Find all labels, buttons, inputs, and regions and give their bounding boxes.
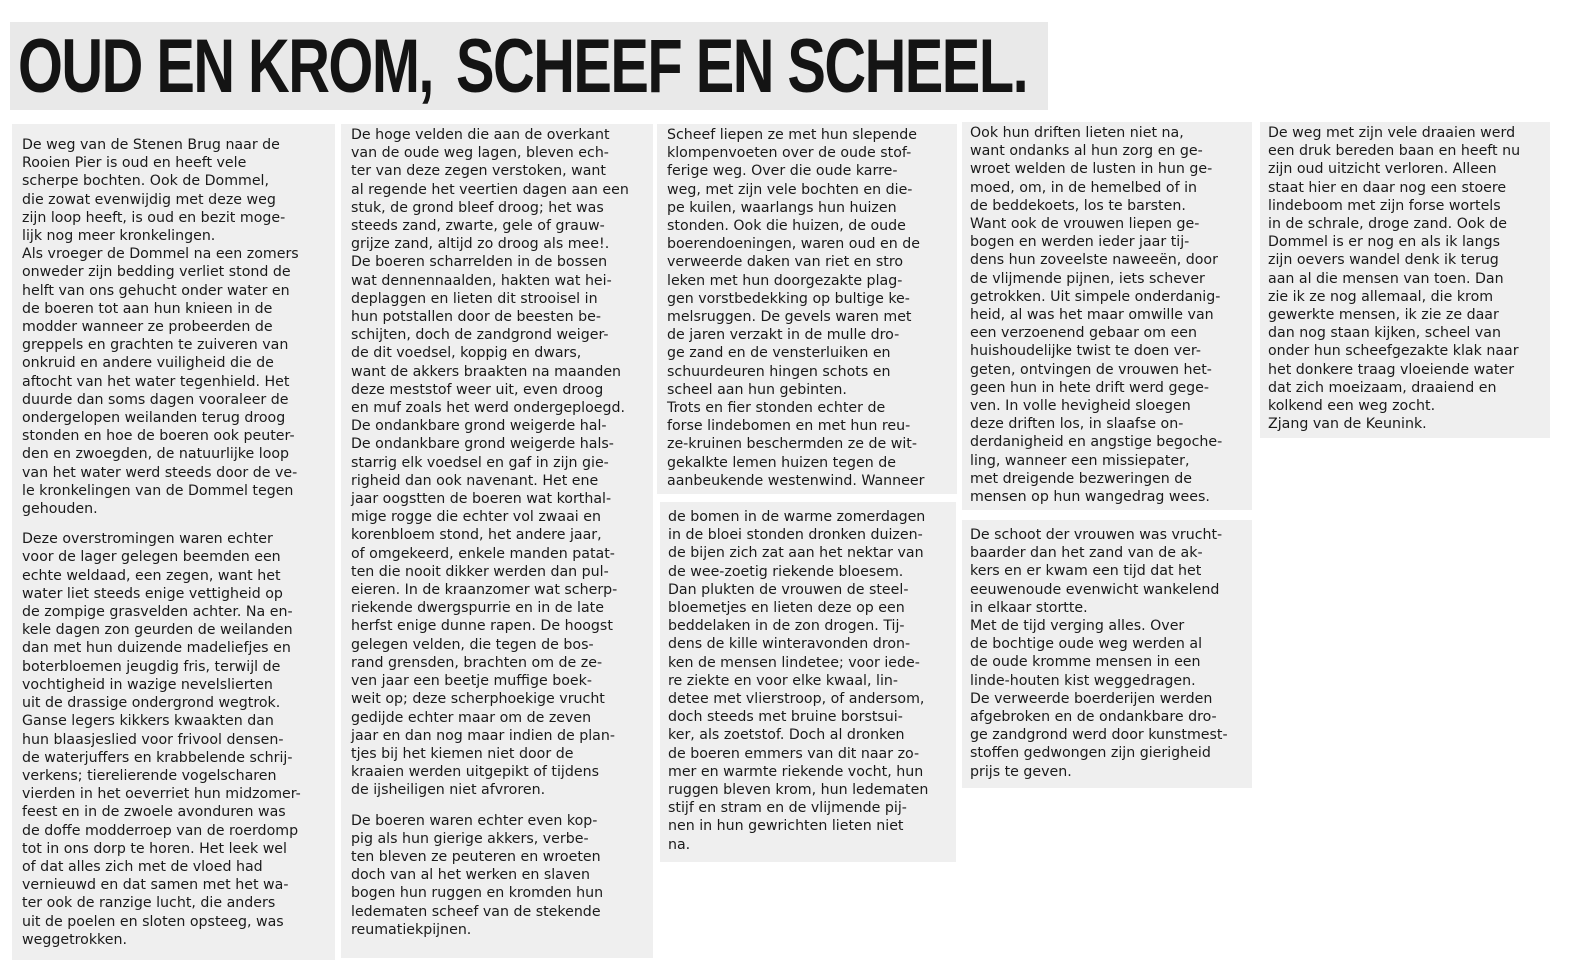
text-line: De ondankbare grond weigerde hals- [351, 436, 614, 453]
text-line: water liet steeds enige vettigheid op [22, 585, 283, 602]
text-line: De boeren scharrelden in de bossen [351, 254, 608, 271]
text-line: of omgekeerd, enkele manden patat- [351, 545, 615, 562]
text-line: ter van deze zegen verstoken, want [351, 163, 606, 180]
text-line: jaar oogstten de boeren wat korthal- [351, 491, 612, 508]
text-line: een druk bereden baan en heeft nu [1268, 143, 1521, 160]
article-column-3-top [657, 124, 957, 494]
text-line: mer en warmte riekende vocht, hun [668, 763, 924, 780]
text-line: scheel aan hun gebinten. [667, 381, 847, 398]
text-line: ker, als zoetstof. Doch al dronken [668, 727, 905, 744]
text-line: boerendoeningen, waren oud en de [667, 236, 920, 253]
text-line: Zjang van de Keunink. [1268, 416, 1427, 433]
text-line: de bomen in de warme zomerdagen [668, 509, 926, 525]
text-line: melsruggen. De gevels waren met [667, 309, 912, 326]
text-line: Met de tijd verging alles. Over [970, 618, 1185, 635]
text-line: ven. In volle hevigheid sloegen [970, 398, 1191, 415]
text-line: ruggen bleven krom, hun ledematen [668, 782, 929, 799]
text-line: de bijen zich zat aan het nektar van [668, 545, 924, 562]
text-line: de vlijmende pijnen, iets schever [970, 270, 1205, 287]
text-line: le kronkelingen van de Dommel tegen [22, 482, 294, 499]
text-line: ze-kruinen beschermden ze de wit- [667, 436, 917, 453]
text-line: pig als hun gierige akkers, verbe- [351, 830, 589, 847]
text-line: wat dennennaalden, hakten wat hei- [351, 272, 612, 289]
text-line: moed, om, in de hemelbed of in [970, 179, 1198, 196]
text-line: lindeboom met zijn forse wortels [1268, 197, 1501, 214]
text-line: Ganse legers kikkers kwaakten dan [22, 713, 274, 730]
text-line: derdanigheid en angstige begoche- [970, 434, 1223, 451]
text-line: detee met vlierstroop, of andersom, [668, 691, 925, 708]
text-line: gedijde echter maar om de zeven [351, 709, 592, 726]
text-line: gen vorstbedekking op bultige ke- [667, 290, 910, 307]
text-line: De weg met zijn vele draaien werd [1268, 125, 1516, 141]
text-line: gelegen velden, die tegen de bos- [351, 636, 594, 653]
text-line: De verweerde boerderijen werden [970, 690, 1213, 707]
text-line: al regende het veertien dagen aan een [351, 181, 629, 198]
text-line: getrokken. Uit simpele onderdanig- [970, 288, 1221, 305]
text-line: de boeren tot aan hun knieen in de [22, 300, 273, 317]
text-line: doch steeds met bruine borstsui- [668, 709, 903, 726]
text-line: leken met hun doorgezakte plag- [667, 272, 903, 289]
text-line: want ondanks al hun zorg en ge- [970, 143, 1203, 160]
text-line: in de bloei stonden dronken duizen- [668, 527, 923, 544]
text-line: gehouden. [22, 501, 98, 518]
text-line: dan nog staan kijken, scheel van [1268, 325, 1501, 342]
text-line: Als vroeger de Dommel na een zomers [22, 246, 299, 263]
text-line: Ook hun driften lieten niet na, [970, 125, 1184, 141]
text-line: stuk, de grond bleef droog; het was [351, 199, 604, 216]
text-line: van het water werd steeds door de ve- [22, 464, 298, 481]
text-line: kers en er kwam een tijd dat het [970, 563, 1202, 580]
text-line: ter ook de ranzige lucht, die anders [22, 895, 276, 912]
text-line: dan met hun duizende madeliefjes en [22, 640, 291, 657]
article-column-1 [12, 124, 335, 960]
text-line: de beddekoets, los te barsten. [970, 197, 1186, 214]
text-line: in de schrale, droge zand. Ook de [1268, 216, 1508, 233]
headline-part-2 [452, 22, 1048, 110]
text-line: aftocht van het water tegenhield. Het [22, 373, 290, 390]
text-line: De boeren waren echter even kop- [351, 812, 598, 829]
text-line: verkens; tierelierende vogelscharen [22, 767, 277, 784]
text-line: pe kuilen, waarlangs hun huizen [667, 199, 897, 216]
text-line: ven jaar een beetje muffige boek- [351, 673, 592, 690]
headline-part-1 [10, 22, 454, 110]
text-line: deze meststof weer uit, even droog [351, 381, 604, 398]
text-line: ledematen scheef van de stekende [351, 903, 601, 920]
text-line: ten bleven ze peuteren en wroeten [351, 848, 601, 865]
text-line: tjes bij het kiemen niet door de [351, 745, 574, 762]
text-line: vernieuwd en dat samen met het wa- [22, 877, 289, 894]
text-line: reumatiekpijnen. [351, 921, 472, 938]
text-line: zie ik ze nog allemaal, die krom [1268, 288, 1494, 305]
text-line: vierden in het oeverriet hun midzomer- [22, 786, 301, 803]
text-line: in elkaar stortte. [970, 599, 1088, 616]
text-line: re ziekte en voor elke kwaal, lin- [668, 672, 899, 689]
text-line: eieren. In de kraanzomer wat scherp- [351, 582, 618, 599]
text-line: linde-houten kist weggedragen. [970, 672, 1196, 689]
text-line: baarder dan het zand van de ak- [970, 545, 1203, 562]
headline-text-2: SCHEEF EN SCHEEL. [456, 24, 1028, 109]
text-line: bogen en werden ieder jaar tij- [970, 234, 1190, 251]
text-line: eeuwenoude evenwicht wankelend [970, 581, 1220, 598]
text-line: vochtigheid in wazige nevelslierten [22, 676, 273, 693]
text-line: stijf en stram en de vlijmende pij- [668, 800, 907, 817]
text-line: scherpe bochten. Ook de Dommel, [22, 173, 270, 190]
text-line: Rooien Pier is oud en heeft vele [22, 155, 247, 172]
text-line: ten die nooit dikker werden dan pul- [351, 563, 609, 580]
text-line: kolkend een weg zocht. [1268, 398, 1436, 415]
text-line: aan al die mensen van toen. Dan [1268, 270, 1504, 287]
text-line: stonden. Ook die huizen, de oude [667, 218, 906, 235]
text-line: deze driften los, in slaafse on- [970, 416, 1184, 433]
text-line: tot in ons dorp te horen. Het leek wel [22, 840, 287, 857]
text-line: ge zand en de vensterluiken en [667, 345, 891, 362]
text-line: geten, ontvingen de vrouwen het- [970, 361, 1212, 378]
text-line: wroet welden de lusten in hun ge- [970, 161, 1213, 178]
text-line: weg, met zijn vele bochten en die- [667, 181, 913, 198]
text-line: Dommel is er nog en als ik langs [1268, 234, 1500, 251]
text-line: met dreigende bezweringen de [970, 470, 1193, 487]
text-line: de boeren emmers van dit naar zo- [668, 745, 920, 762]
text-line: klompenvoeten over de oude stof- [667, 145, 912, 162]
text-line: duurde dan soms dagen vooraleer de [22, 391, 289, 408]
text-line: weit op; deze scherphoekige vrucht [351, 691, 605, 708]
text-line: uit de poelen en sloten opsteeg, was [22, 913, 284, 930]
text-line: De hoge velden die aan de overkant [351, 127, 610, 143]
text-line: ferige weg. Over die oude karre- [667, 163, 898, 180]
text-line: weggetrokken. [22, 931, 127, 948]
text-line: De weg van de Stenen Brug naar de [22, 137, 280, 153]
text-line: helft van ons gehucht onder water en [22, 282, 290, 299]
text-line: herfst enige dunne rapen. De hoogst [351, 618, 613, 635]
text-line: die zowat evenwijdig met deze weg [22, 191, 276, 208]
text-line: modder wanneer ze probeerden de [22, 319, 273, 336]
text-line: De ondankbare grond weigerde hal- [351, 418, 607, 435]
text-line: zijn oevers wandel denk ik terug [1268, 252, 1499, 269]
article-column-4-bottom [962, 520, 1252, 788]
text-line: verweerde daken van riet en stro [667, 254, 904, 271]
text-line: de waterjuffers en krabbelende schrij- [22, 749, 293, 766]
text-line: ling, wanneer een missiepater, [970, 452, 1190, 469]
text-line: hun blaasjeslied voor frivool densen- [22, 731, 284, 748]
text-line: Trots en fier stonden echter de [667, 400, 886, 417]
text-line: een verzoenend gebaar om een [970, 325, 1197, 342]
text-line: huishoudelijke twist te doen ver- [970, 343, 1201, 360]
text-line: feest en in de zwoele avonduren was [22, 804, 286, 821]
article-column-3-bottom [660, 502, 956, 862]
text-line: onweder zijn bedding verliet stond de [22, 264, 291, 281]
text-line: of dat alles zich met de vloed had [22, 858, 263, 875]
text-line: greppels en grachten te zuiveren van [22, 337, 289, 354]
text-line: jaar en dan nog maar indien de plan- [351, 727, 615, 744]
text-line: de zompige grasvelden achter. Na en- [22, 604, 293, 621]
text-line: Want ook de vrouwen liepen ge- [970, 216, 1200, 233]
text-line: Scheef liepen ze met hun slepende [667, 127, 917, 143]
text-line: aanbeukende westenwind. Wanneer [667, 472, 925, 489]
text-line: mensen op hun wangedrag wees. [970, 489, 1210, 506]
text-line: van de oude weg lagen, bleven ech- [351, 145, 609, 162]
text-line: ondergelopen weilanden terug droog [22, 410, 286, 427]
text-line: doch van al het werken en slaven [351, 867, 590, 884]
text-line: steeds zand, zwarte, gele of grauw- [351, 218, 605, 235]
text-line: afgebroken en de ondankbare dro- [970, 709, 1217, 726]
text-line: Dan plukten de vrouwen de steel- [668, 581, 909, 598]
text-line: het donkere traag vloeiende water [1268, 361, 1515, 378]
text-line: den en zwoegden, de natuurlijke loop [22, 446, 290, 463]
text-line: de jaren verzakt in de mulle dro- [667, 327, 900, 344]
text-line: de dit voedsel, koppig en dwars, [351, 345, 582, 362]
text-line: gewerkte mensen, ik zie ze daar [1268, 307, 1499, 324]
text-line: righeid dan ook navenant. Het ene [351, 472, 599, 489]
text-line: bloemetjes en lieten deze op een [668, 600, 905, 617]
text-line: starrig elk voedsel en gaf in zijn gie- [351, 454, 609, 471]
headline-text-1: OUD EN KROM, [18, 24, 433, 109]
text-line: beddelaken in de zon drogen. Tij- [668, 618, 905, 635]
text-line: schijten, doch de zandgrond weiger- [351, 327, 609, 344]
text-line: Deze overstromingen waren echter [22, 531, 273, 548]
text-line: nen in hun gewrichten lieten niet [668, 818, 904, 835]
text-line: riekende dwergspurrie en in de late [351, 600, 604, 617]
text-line: kraaien werden uitgepikt of tijdens [351, 764, 599, 781]
text-line: schuurdeuren hingen schots en [667, 363, 891, 380]
text-line: grijze zand, altijd zo droog als mee!. [351, 236, 610, 253]
text-line: boterbloemen jeugdig fris, terwijl de [22, 658, 281, 675]
paragraph-gap [351, 800, 647, 812]
text-line: echte weldaad, een zegen, want het [22, 567, 281, 584]
text-line: De schoot der vrouwen was vrucht- [970, 527, 1223, 543]
text-line: lijk nog meer kronkelingen. [22, 228, 216, 245]
text-line: prijs te geven. [970, 763, 1072, 780]
text-line: de wee-zoetig riekende bloesem. [668, 563, 904, 580]
text-line: onder hun scheefgezakte klak naar [1268, 343, 1519, 360]
text-line: dat zich moeizaam, draaiend en [1268, 379, 1497, 396]
paragraph-gap [22, 518, 327, 530]
text-line: dens hun zoveelste naweeën, door [970, 252, 1218, 269]
text-line: korenbloem stond, het andere jaar, [351, 527, 602, 544]
text-line: want de akkers braakten na maanden [351, 363, 622, 380]
text-line: de bochtige oude weg werden al [970, 636, 1203, 653]
text-line: kele dagen zon geurden de weilanden [22, 622, 293, 639]
text-line: de doffe modderroep van de roerdomp [22, 822, 299, 839]
text-line: hun potstallen door de beesten be- [351, 309, 601, 326]
text-line: gekalkte lemen huizen tegen de [667, 454, 896, 471]
text-line: dens de kille winteravonden dron- [668, 636, 911, 653]
text-line: zijn oud uitzicht verloren. Alleen [1268, 161, 1497, 178]
text-line: ge zandgrond werd door kunstmest- [970, 727, 1228, 744]
article-column-4-top [962, 122, 1252, 510]
text-line: rand grensden, brachten om de ze- [351, 654, 603, 671]
text-line: de ijsheiligen niet afvroren. [351, 782, 546, 799]
text-line: forse lindebomen en met hun reu- [667, 418, 911, 435]
text-line: ken de mensen lindetee; voor iede- [668, 654, 920, 671]
text-line: bogen hun ruggen en kromden hun [351, 885, 604, 902]
text-line: na. [668, 836, 691, 853]
text-line: staat hier en daar nog een stoere [1268, 179, 1507, 196]
text-line: mige rogge die echter vol zwaai en [351, 509, 601, 526]
text-line: onkruid en andere vuiligheid die de [22, 355, 274, 372]
text-line: heid, al was het maar omwille van [970, 307, 1214, 324]
text-line: en muf zoals het werd ondergeploegd. [351, 400, 626, 417]
text-line: voor de lager gelegen beemden een [22, 549, 281, 566]
text-line: deplaggen en lieten dit strooisel in [351, 290, 598, 307]
article-column-2 [341, 124, 653, 958]
text-line: uit de drassige ondergrond wegtrok. [22, 695, 281, 712]
text-line: stoffen gedwongen zijn gierigheid [970, 745, 1211, 762]
text-line: geen hun in hete drift werd gege- [970, 379, 1210, 396]
text-line: zijn loop heeft, is oud en bezit moge- [22, 209, 286, 226]
text-line: stonden en hoe de boeren ook peuter- [22, 428, 295, 445]
article-column-5 [1260, 122, 1550, 438]
text-line: de oude kromme mensen in een [970, 654, 1201, 671]
